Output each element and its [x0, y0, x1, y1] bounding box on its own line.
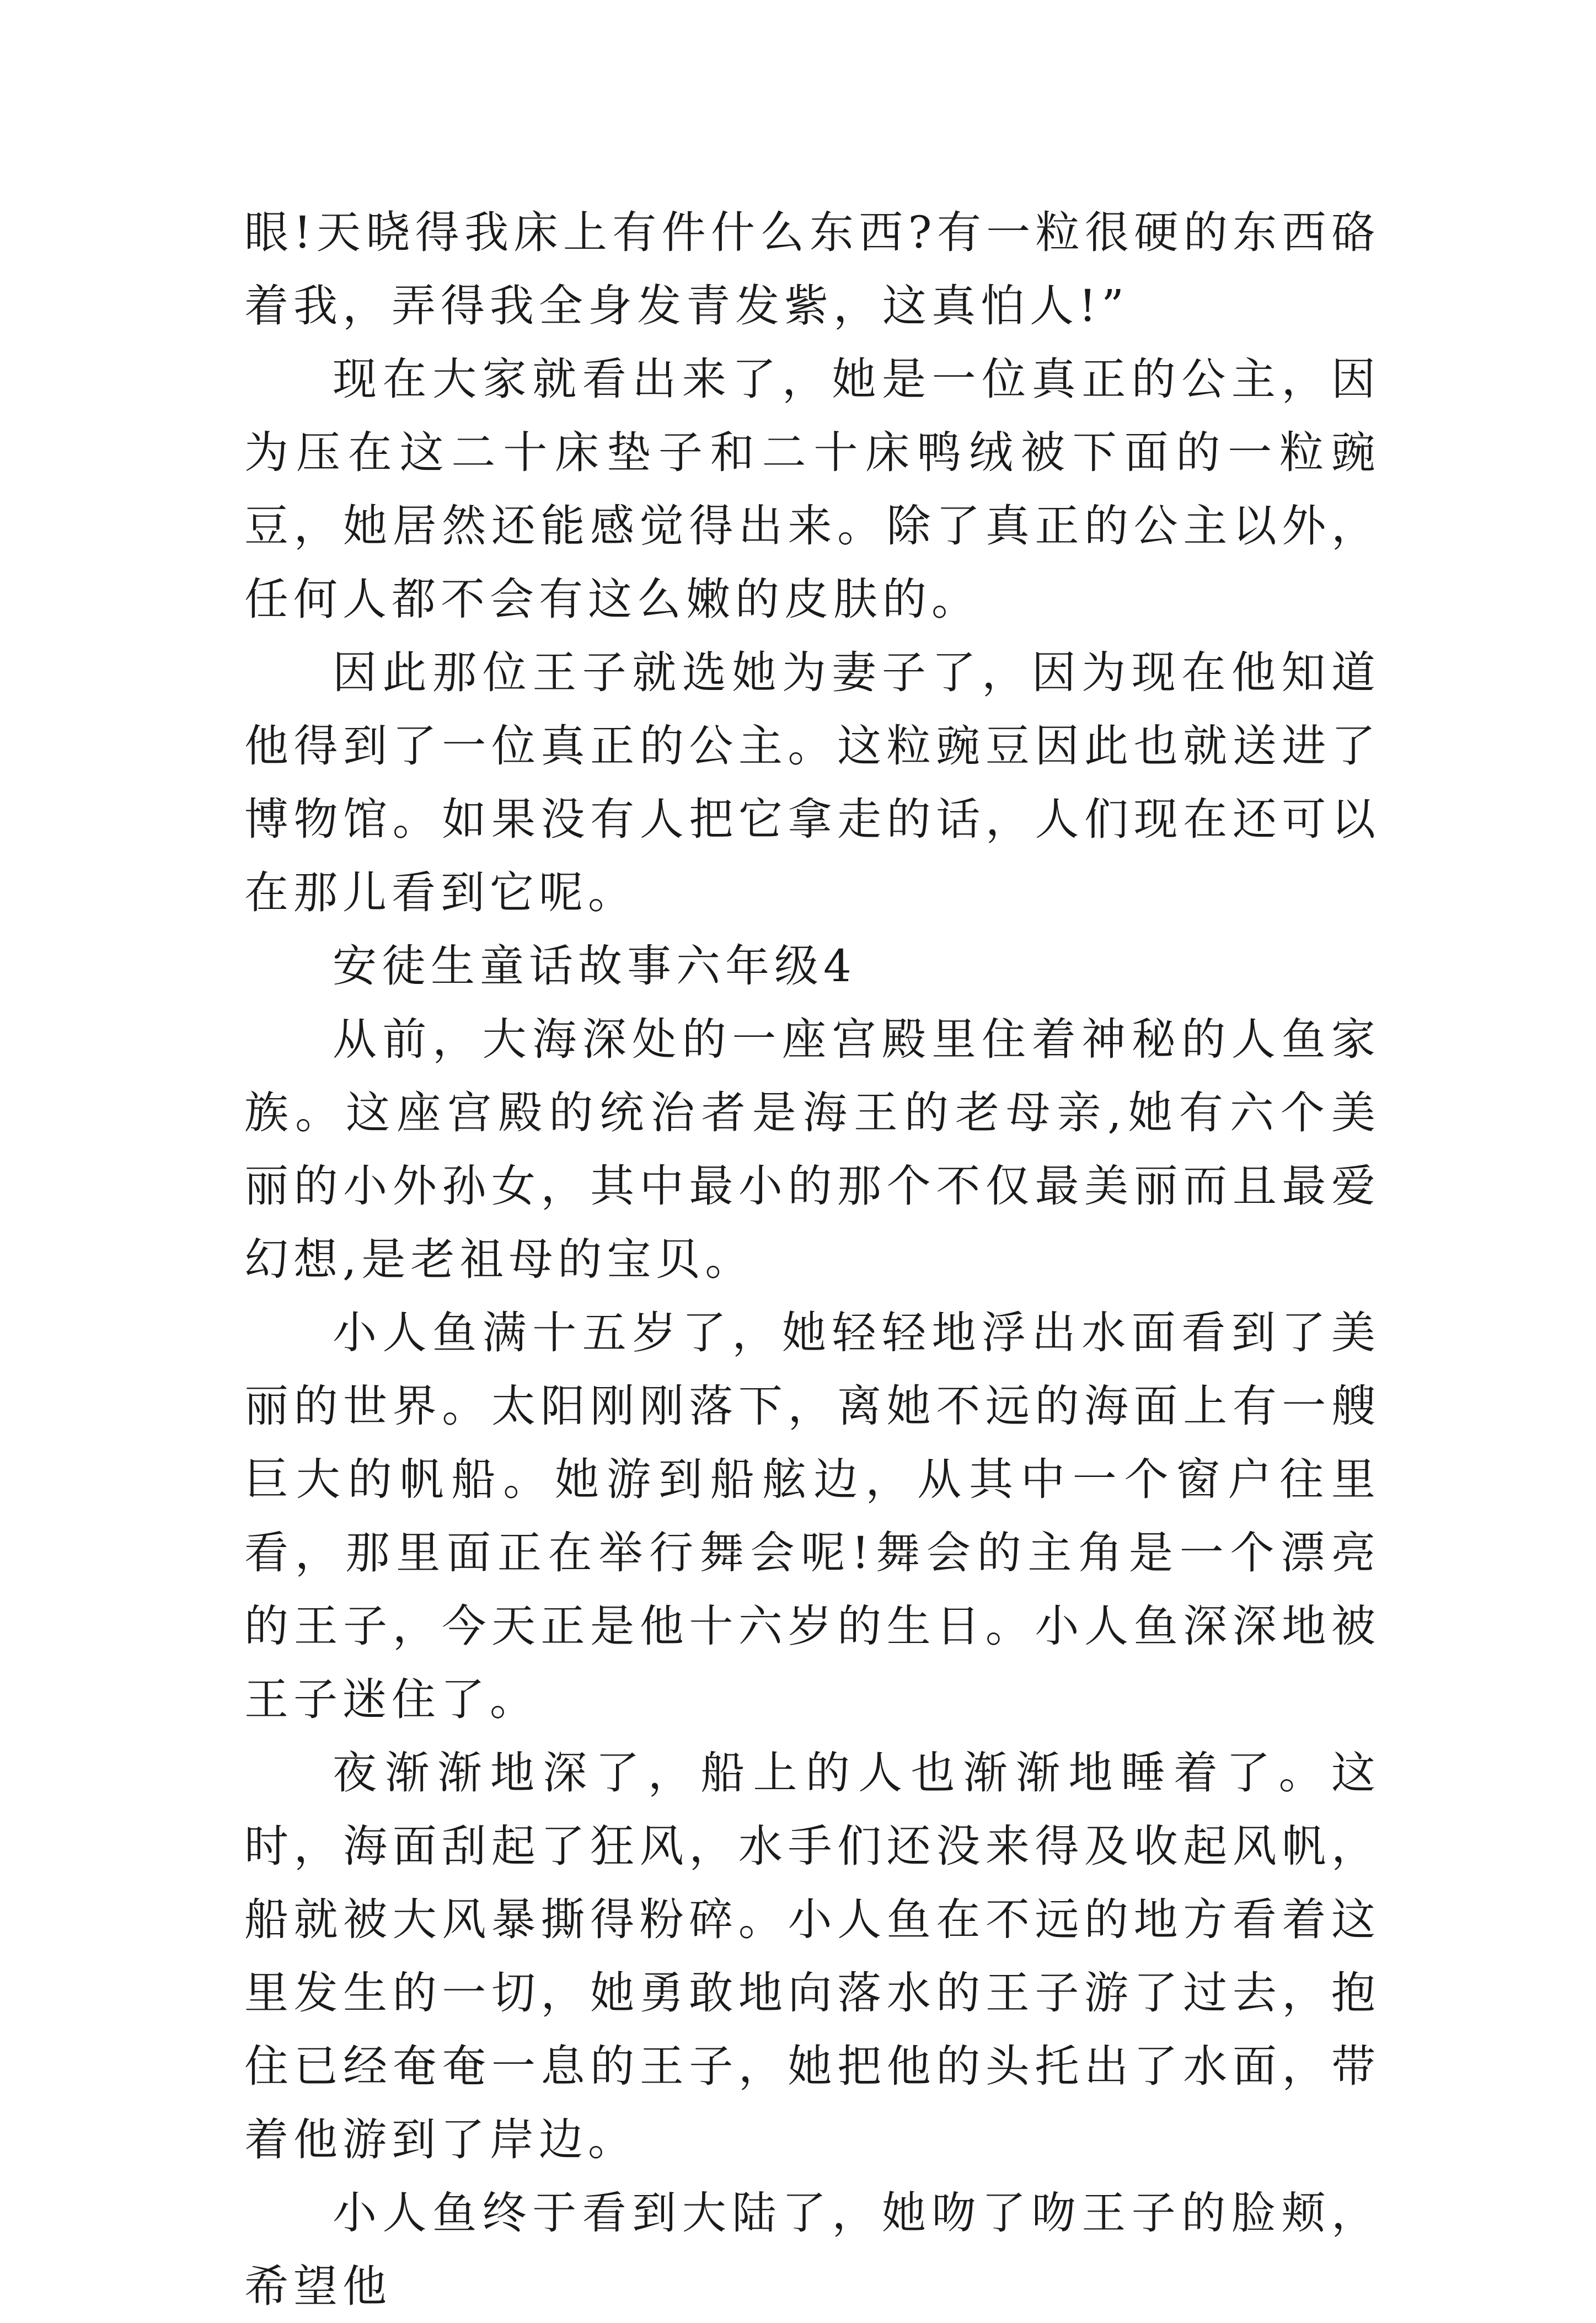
paragraph-1: 眼!天晓得我床上有件什么东西?有一粒很硬的东西硌着我，弄得我全身发青发紫，这真怕人!”	[244, 207, 1380, 331]
paragraph-6: 夜渐渐地深了，船上的人也渐渐地睡着了。这时，海面刮起了狂风，水手们还没来得及收起风帆，船就被大风暴撕得粉碎。小人鱼在不远的地方看着这里发生的一切，她勇敢地向落水的王子游了过去，抱住已经奄奄一息的王子，她把他的头托出了水面，带着他游到了岸边。	[244, 1747, 1380, 2165]
document-body	[244, 196, 1380, 2323]
section-heading: 安徒生童话故事六年级4	[333, 940, 856, 992]
paragraph-2: 现在大家就看出来了，她是一位真正的公主，因为压在这二十床垫子和二十床鸭绒被下面的一粒豌豆，她居然还能感觉得出来。除了真正的公主以外，任何人都不会有这么嫩的皮肤的。	[244, 354, 1380, 625]
paragraph-4: 从前，大海深处的一座宫殿里住着神秘的人鱼家族。这座宫殿的统治者是海王的老母亲,她有六个美丽的小外孙女，其中最小的那个不仅最美丽而且最爱幻想,是老祖母的宝贝。	[244, 1014, 1380, 1285]
paragraph-7: 小人鱼终于看到大陆了，她吻了吻王子的脸颊，希望他	[244, 2187, 1380, 2312]
paragraph-3: 因此那位王子就选她为妻子了，因为现在他知道他得到了一位真正的公主。这粒豌豆因此也就送进了博物馆。如果没有人把它拿走的话，人们现在还可以在那儿看到它呢。	[244, 647, 1380, 918]
paragraph-5: 小人鱼满十五岁了，她轻轻地浮出水面看到了美丽的世界。太阳刚刚落下，离她不远的海面上有一艘巨大的帆船。她游到船舷边，从其中一个窗户往里看，那里面正在举行舞会呢!舞会的主角是一个漂亮的王子，今天正是他十六岁的生日。小人鱼深深地被王子迷住了。	[244, 1307, 1380, 1725]
